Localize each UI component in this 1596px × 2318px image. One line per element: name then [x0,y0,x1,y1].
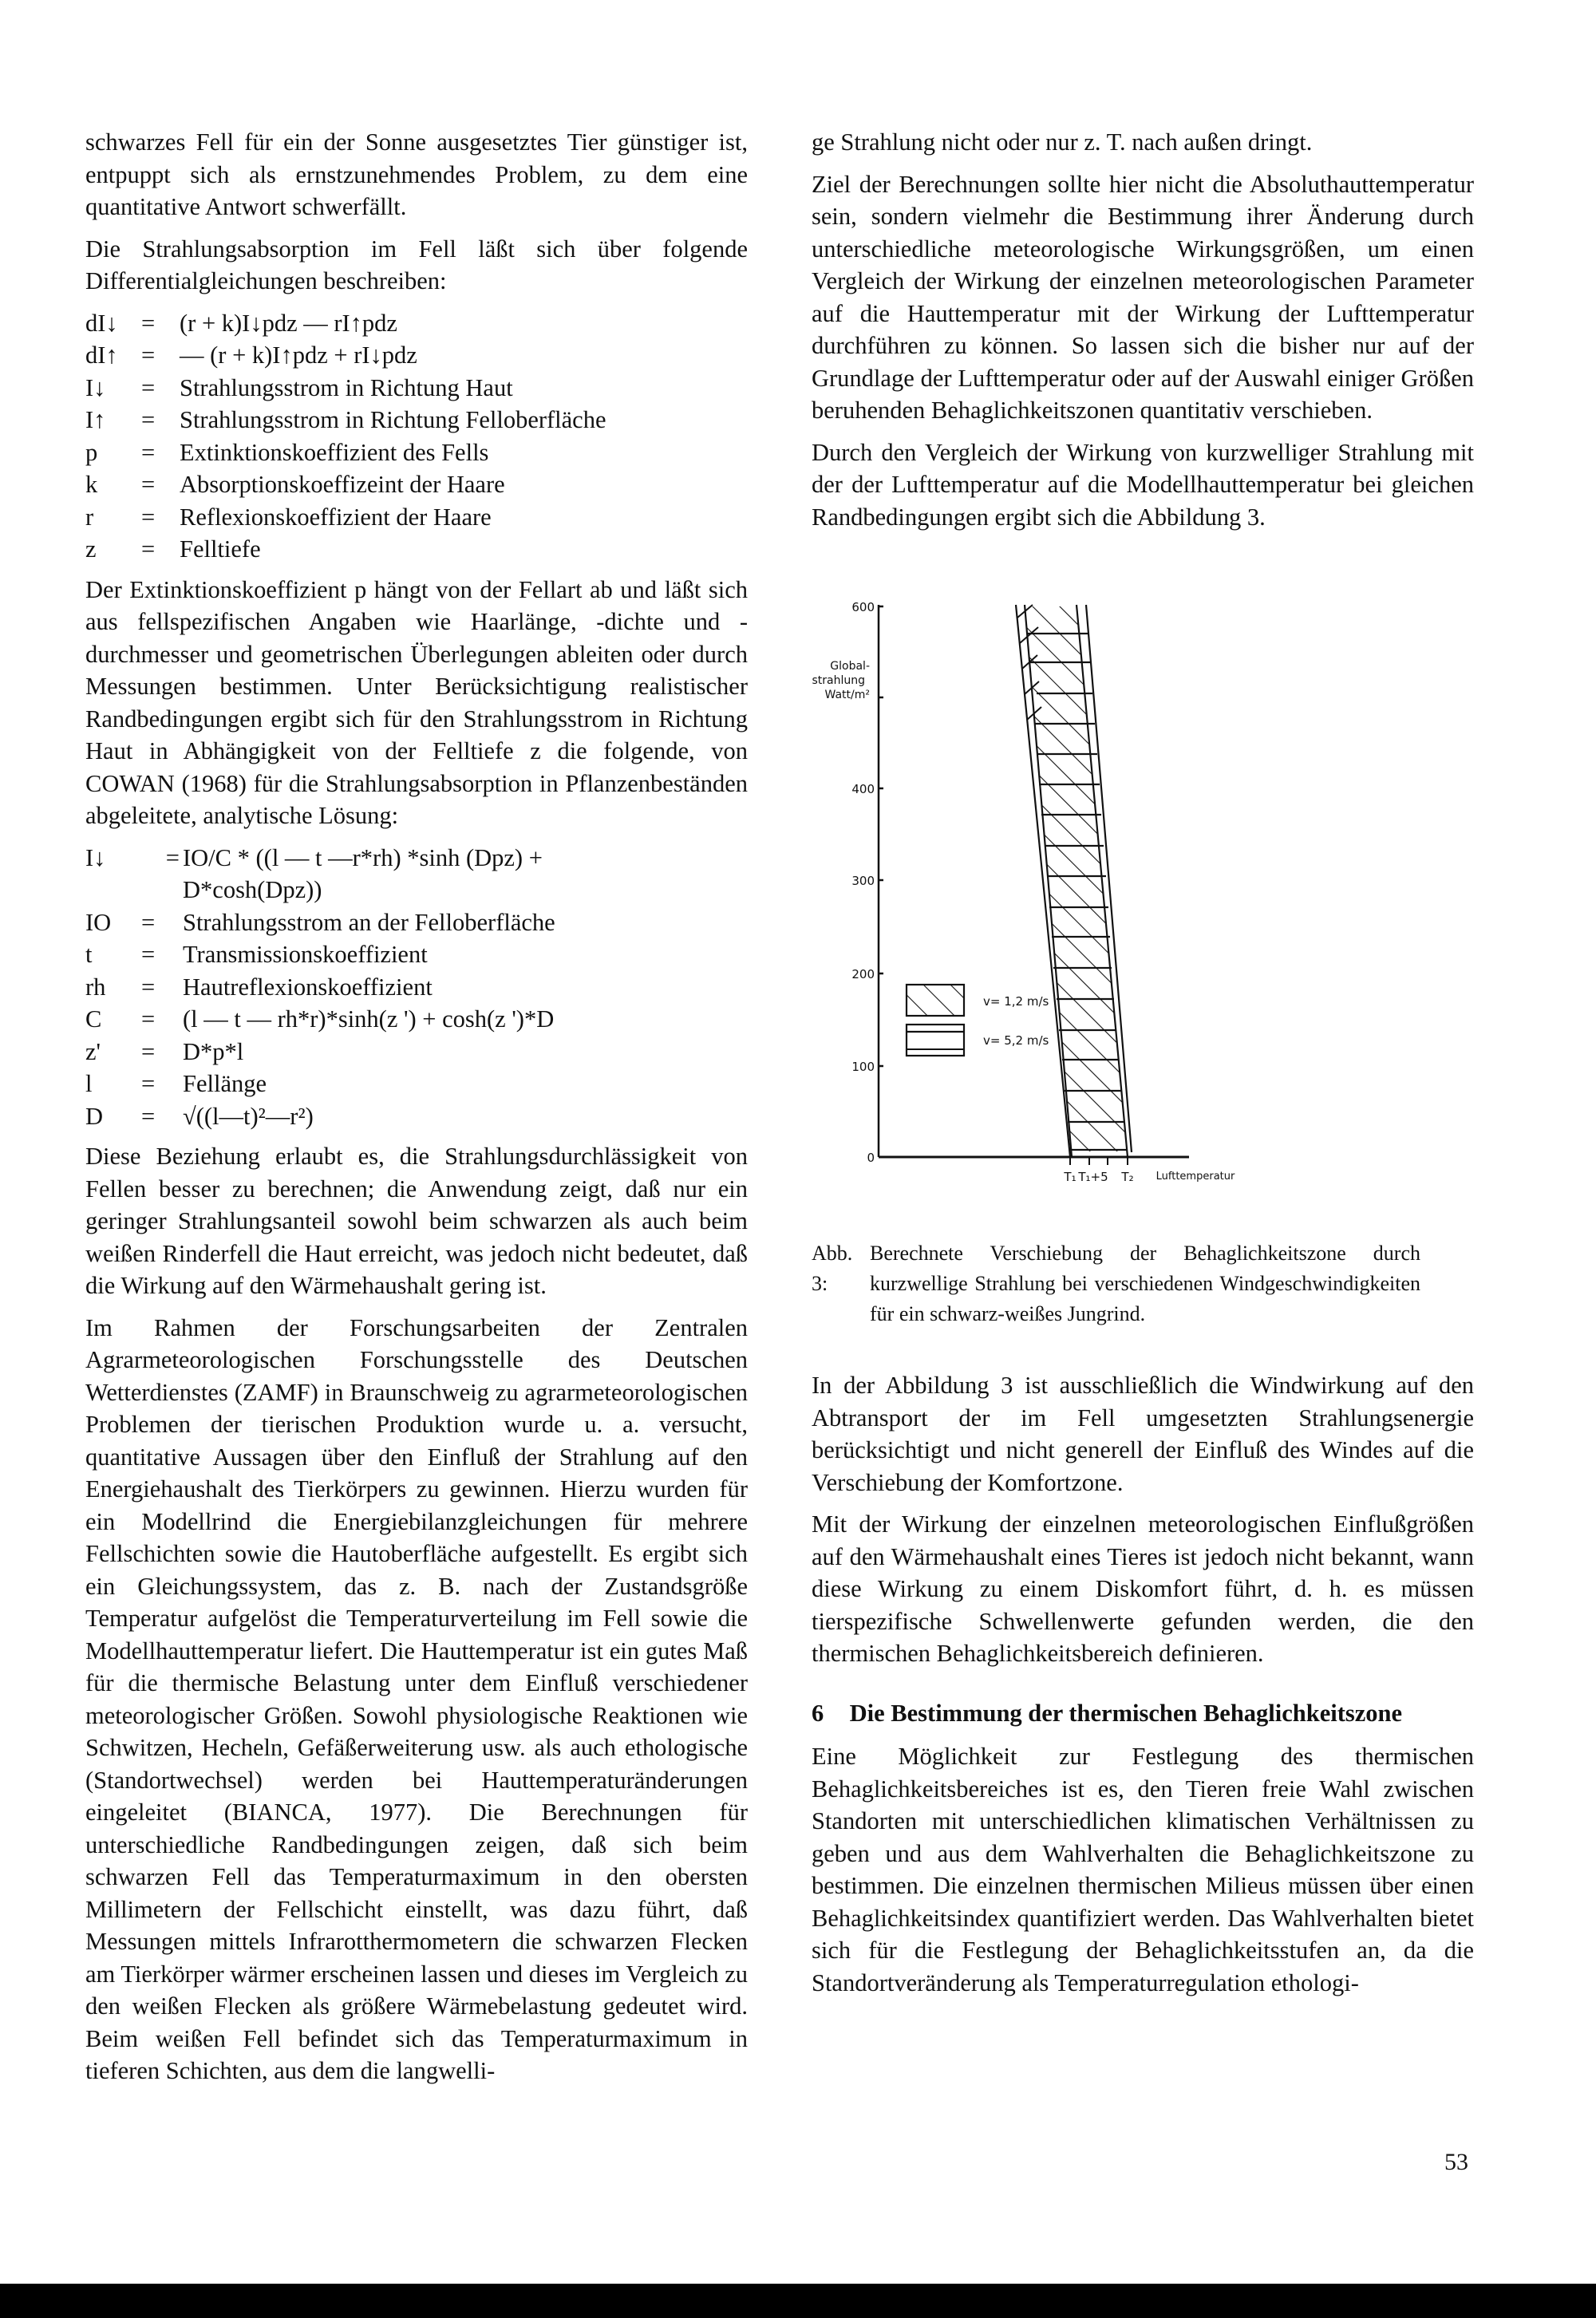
eq-symbol: k [85,471,98,498]
paragraph: Ziel der Berechnungen sollte hier nicht die Absoluthauttemperatur sein, sondern vielmehr die Bestimmung ihrer Änderung durch unterschiedliche meteorologische Wirkungsgrößen, um einen Vergleich der Wirkung der einzelnen meteorologischen Parameter auf die Hauttemperatur mit der Wirkung der Lufttemperatur durchführen zu können. So lassen sich die bisher nur auf der Grundlage der Lufttemperatur oder auf der Auswahl einiger Größen beruhenden Behaglichkeitszonen quantitativ verschieben. [812,170,1474,424]
eq-symbol: I↓ [85,843,106,871]
paragraph: Diese Beziehung erlaubt es, die Strahlungsdurchlässigkeit von Fellen besser zu berechnen; die Anwendung zeigt, daß nur ein geringer Strahlungsanteil sowohl beim schwarzen als auch beim weißen Rinderfell die Haut erreicht, was jedoch nicht bedeutet, daß die Wirkung auf den Wärmehaushalt gering ist. [85,1143,748,1299]
y-axis-label [812,660,870,701]
eq-expression: Absorptionskoeffizeint der Haare [180,471,505,498]
eq-expression: Strahlungsstrom an der Felloberfläche [183,908,555,936]
svg-text:Global-: Global- [830,660,870,673]
legend [907,985,1049,1056]
svg-text:Watt/m²: Watt/m² [824,689,870,701]
eq-symbol: C [85,1005,102,1033]
eq-symbol: l [85,1070,93,1097]
section-heading [812,1697,1474,1730]
figure-caption [812,1238,1474,1329]
y-tick-0: 0 [867,1151,875,1165]
eq-sign: = [141,373,156,401]
paragraph: Die Strahlungsabsorption im Fell läßt sich über folgende Differentialgleichungen beschreiben: [85,235,748,294]
eq-expression: Extinktionskoeffizient des Fells [180,438,489,466]
eq-symbol [85,874,141,906]
eq-sign: = [141,1005,156,1033]
eq-sign: = [141,941,156,968]
equation-row [85,436,606,469]
eq-expression: Strahlungsstrom in Richtung Felloberfläche [180,406,606,433]
scan-border [0,2284,1596,2318]
eq-symbol: r [85,503,94,531]
x-axis-label: Lufttemperatur [1156,1171,1235,1183]
eq-sign: = [141,342,156,369]
y-tick-300: 300 [851,874,875,888]
eq-sign: = [141,406,156,433]
eq-sign: = [141,535,156,563]
x-tick-t1: T₁ [1064,1170,1077,1184]
eq-expression: Reflexionskoeffizient der Haare [180,503,492,531]
eq-expression: D*p*l [183,1037,244,1065]
equation-row [85,1003,555,1036]
eq-sign: = [141,503,156,531]
paragraph: Der Extinktionskoeffizient p hängt von der Fellart ab und läßt sich aus fellspezifischen Angaben wie Haarlänge, -dichte und -durchmesser und geometrischen Überlegungen ableiten oder durch Messungen bestimmen. Unter Berücksichtigung realistischer Randbedingungen ergibt sich für den Strahlungsstrom in Richtung Haut in Abhängigkeit von der Felltiefe z die folgende, von COWAN (1968) für die Strahlungsabsorption in Pflanzenbeständen abgeleitete, analytische Lösung: [85,575,748,829]
equation-row [85,874,555,906]
eq-expression: √((l—t)²—r²) [183,1102,314,1130]
paragraph: In der Abbildung 3 ist ausschließlich die Windwirkung auf den Abtransport der im Fell umgesetzten Strahlungsenergie berücksichtigt und nicht generell der Einfluß des Windes auf die Verschiebung der Komfortzone. [812,1372,1474,1496]
eq-sign: = [165,843,180,871]
x-tick-t1-plus-5: T₁+5 [1078,1170,1108,1184]
eq-sign: = [141,309,156,337]
eq-expression: Felltiefe [180,535,261,563]
comfort-zone-chart [812,581,1506,1235]
eq-symbol: dI↓ [85,309,118,337]
equation-row [85,533,606,566]
equation-row [85,938,555,971]
equation-row [85,842,555,875]
eq-symbol: z' [85,1037,101,1065]
equation-row [85,307,606,340]
eq-symbol: I↓ [85,373,106,401]
caption-text: Berechnete Verschiebung der Behaglichkeitszone durch kurzwellige Strahlung bei verschiedenen Windgeschwindigkeiten für ein schwarz-weißes Jungrind. [870,1242,1420,1325]
caption-label: Abb. 3: [812,1242,853,1295]
eq-symbol: I↑ [85,406,106,433]
svg-text:strahlung: strahlung [812,674,865,687]
paragraph: Durch den Vergleich der Wirkung von kurzwelliger Strahlung mit der der Lufttemperatur auf die Modellhauttemperatur bei gleichen Randbedingungen ergibt sich die Abbildung 3. [812,438,1474,531]
section-title: Die Bestimmung der thermischen Behaglichkeitszone [849,1699,1403,1727]
eq-sign: = [141,438,156,466]
x-tick-t2: T₂ [1121,1170,1134,1184]
eq-expression: Hautreflexionskoeffizient [183,973,433,1001]
figure-3-chart [812,581,1506,1235]
equation-row [85,468,606,501]
equation-row [85,501,606,534]
analytic-solution-equations [85,842,555,1133]
eq-sign: = [141,1037,156,1065]
eq-sign [141,874,183,906]
paragraph: ge Strahlung nicht oder nur z. T. nach außen dringt. [812,128,1313,156]
eq-expression: Transmissionskoeffizient [183,941,428,968]
legend-label-v5-2: v= 5,2 m/s [983,1033,1049,1048]
band-v1-2 [1025,606,1128,1151]
equation-row [85,404,606,436]
legend-label-v1-2: v= 1,2 m/s [983,994,1049,1009]
eq-symbol: IO [85,908,112,936]
eq-expression: Strahlungsstrom in Richtung Haut [180,373,513,401]
paragraph: schwarzes Fell für ein der Sonne ausgesetztes Tier günstiger ist, entpuppt sich als ernstzunehmendes Problem, zu dem eine quantitative Antwort schwerfällt. [85,128,748,220]
eq-symbol: z [85,535,97,563]
section-number: 6 [812,1699,824,1727]
paragraph: Mit der Wirkung der einzelnen meteorologischen Einflußgrößen auf den Wärmehaushalt eines Tieres ist jedoch nicht bekannt, wann diese Wirkung zu einem Diskomfort führt, d. h. es müssen tierspezifische Schwellenwerte gefunden werden, die den thermischen Behaglichkeitsbereich definieren. [812,1510,1474,1667]
legend-swatch-lined [907,1025,964,1056]
legend-swatch-hatched [907,985,964,1016]
eq-symbol: p [85,438,98,466]
equation-row [85,1068,555,1100]
equation-row [85,1036,555,1068]
eq-sign: = [141,1102,156,1130]
equation-row [85,339,606,372]
eq-expression: (l — t — rh*r)*sinh(z ') + cosh(z ')*D [183,1005,555,1033]
y-tick-400: 400 [851,782,875,796]
eq-sign: = [141,908,156,936]
paragraph: Eine Möglichkeit zur Festlegung des thermischen Behaglichkeitsbereiches ist es, den Tieren freie Wahl zwischen Standorten mit unterschiedlichen klimatischen Verhältnissen zu geben und aus dem Wahlverhalten die Behaglichkeitszone zu bestimmen. Die einzelnen thermischen Milieus müssen über einen Behaglichkeitsindex quantifiziert werden. Das Wahlverhalten bietet sich für die Festlegung der Behaglichkeitsstufen an, da die Standortveränderung als Temperaturregulation ethologi- [812,1743,1474,1996]
eq-sign: = [141,973,156,1001]
eq-sign: = [141,1070,156,1097]
eq-expression: (r + k)I↓pdz — rI↑pdz [180,309,397,337]
eq-expression: Fellänge [183,1070,267,1097]
eq-symbol: rh [85,973,106,1001]
eq-sign: = [141,471,156,498]
eq-expression: — (r + k)I↑pdz + rI↓pdz [180,342,417,369]
eq-expression: IO/C * ((l — t —r*rh) *sinh (Dpz) + [183,843,543,871]
page-number: 53 [1444,2149,1468,2175]
eq-symbol: dI↑ [85,342,118,369]
y-tick-100: 100 [851,1060,875,1074]
equation-row [85,906,555,939]
equation-row [85,1100,555,1133]
eq-symbol: D [85,1102,104,1130]
y-tick-200: 200 [851,967,875,981]
equation-row [85,372,606,405]
eq-expression: D*cosh(Dpz)) [183,876,322,903]
left-column [85,126,748,2097]
right-column [812,126,1474,2008]
equation-row [85,971,555,1004]
y-tick-600: 600 [851,600,875,614]
eq-symbol: t [85,941,93,968]
differential-equations [85,307,606,566]
paragraph: Im Rahmen der Forschungsarbeiten der Zentralen Agrarmeteorologischen Forschungsstelle des Deutschen Wetterdienstes (ZAMF) in Braunschweig zu agrarmeteorologischen Problemen der tierischen Produktion wurde u. a. versucht, quantitative Aussagen über den Einfluß der Strahlung auf den Energiehaushalt des Tierkörpers zu gewinnen. Hierzu wurden für ein Modellrind die Energiebilanzgleichungen für mehrere Fellschichten sowie die Hautoberfläche aufgestellt. Es ergibt sich ein Gleichungssystem, das z. B. nach der Zustandsgröße Temperatur aufgelöst die Temperaturverteilung im Fell sowie die Modellhauttemperatur liefert. Die Hauttemperatur ist ein gutes Maß für die thermische Belastung unter dem Einfluß verschiedener meteorologischer Größen. Sowohl physiologische Reaktionen wie Schwitzen, Hecheln, Gefäßerweiterung usw. als auch ethologische (Standortwechsel) werden bei Hauttemperaturänderungen eingeleitet (BIANCA, 1977). Die Berechnungen für unterschiedliche Randbedingungen zeigen, daß sich beim schwarzen Fell das Temperaturmaximum in den obersten Millimetern der Fellschicht einstellt, was dazu führt, daß Messungen mittels Infrarotthermometern die schwarzen Flecken am Tierkörper wärmer erscheinen lassen und dieses im Vergleich zu den weißen Flecken als größere Wärmebelastung gedeutet wird. Beim weißen Fell befindet sich das Temperaturmaximum in tieferen Schichten, aus dem die langwelli- [85,1313,748,2084]
